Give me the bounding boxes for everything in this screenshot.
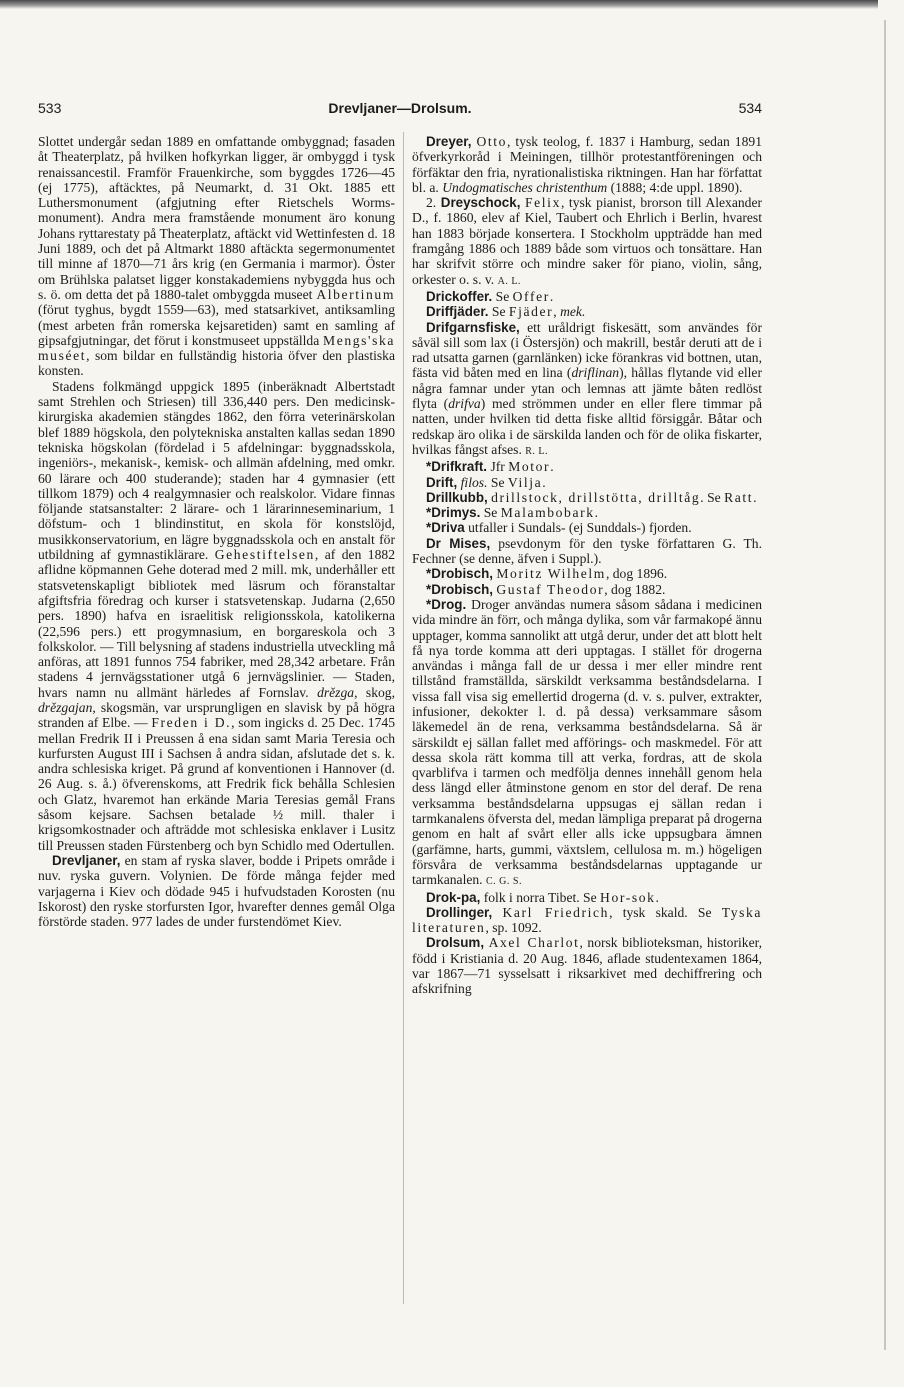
left-column bbox=[38, 134, 395, 929]
entry-drifkraft: *Drifkraft. Jfr Motor. bbox=[426, 459, 554, 475]
entry-drillkubb: Drillkubb, drillstock, drillstötta, drilltåg. Se Ratt. bbox=[426, 489, 757, 505]
entry-drickoffer: Drickoffer. Se Offer. bbox=[426, 288, 554, 304]
headword: Drolsum, bbox=[426, 935, 485, 951]
entry-drolsum: Drolsum, Axel Charlot, norsk biblioteksman, historiker, född i Kristiania d. 20 Aug. 1846, aflade studentexamen 1864, var 1867—71 sysselsatt i riksarkivet med dechiffrering och afskrifning bbox=[412, 935, 762, 997]
entry-drollinger: Drollinger, Karl Friedrich, tysk skald. Se Tyska literaturen, sp. 1092. bbox=[412, 904, 763, 936]
entry-dreyer: Dreyer, Otto, tysk teolog, f. 1837 i Hamburg, sedan 1891 öfverkyrkoråd i Meiningen, tillhör protestantföreningen och förfäktar den fria, nyrationalistiska riktningen. Han har författat bl. a. Undogmatisches christenthum (1888; 4:de uppl. 1890). bbox=[412, 134, 762, 195]
entry-drifgarnsfiske: Drifgarnsfiske, ett uråldrigt fiskesätt, som användes för såväl sill som lax (i Östersjön) och makrill, består deruti att de i rad utsatta garnen (garnlänken) icke förankras vid bottnen, utan, fästa vid båten med en lina (driflinan), hållas flytande vid eller några famnar under ytan och lemnas att jämte båten redlöst flyta (drifva) med strömmen under en eller flere timmar på natten, under hvilken tid detta fiske alltid försiggår. Båtar och redskap äro olika i de särskilda landen och för de olika fiskarter, hvilkas fångst afses. R. L. bbox=[412, 319, 762, 457]
headword: Drifgarnsfiske, bbox=[426, 319, 520, 335]
entry-drimys: *Drimys. Se Malambobark. bbox=[426, 505, 599, 521]
top-border bbox=[0, 0, 878, 9]
headword: *Drimys. bbox=[426, 505, 481, 521]
entry-drevljaner: Drevljaner, en stam af ryska slaver, bodde i Pripets område i nuv. ryska guvern. Volynien. De förde många fejder med varjagerna i Kiev och dödade 945 i hufvudstaden Korosten (nu Iskorost) den ryske storfursten Igor, hvarefter dennes gemål Olga förstörde staden. 977 lades de under furstendömet Kiev. bbox=[38, 852, 395, 930]
headword: Dreyer, bbox=[426, 134, 472, 149]
author-signature: R. L. bbox=[525, 445, 549, 457]
headword: Drift, bbox=[426, 474, 458, 490]
entry-dreyschock: 2. Dreyschock, Felix, tysk pianist, brorson till Alexander D., f. 1860, elev af Kiel, Taubert och Ehrlich i Berlin, hvarest han 1883 började konsertera. I Stockholm uppträdde han med framgång 1886 och 1889 både som virtuos och tonsättare. Han har skrifvit större och mindre saker för piano, violin, sång, orkester o. s. v. A. L. bbox=[412, 195, 763, 287]
page-number-right: 534 bbox=[738, 100, 762, 116]
entry-driva: *Driva utfaller i Sundals- (ej Sunddals-) fjorden. bbox=[426, 520, 692, 536]
entry-drift: Drift, filos. Se Vilja. bbox=[426, 474, 546, 490]
page-number-left: 533 bbox=[38, 100, 62, 116]
page-edge bbox=[884, 20, 886, 1350]
headword: Drollinger, bbox=[426, 904, 493, 920]
paragraph-dresden-buildings: Slottet undergår sedan 1889 en omfattande ombyggnad; fasaden åt Theaterplatz, på hvilken hofkyrkan ligger, är ombyggd i tysk renaissancestil. Framför Frauenkirche, som byggdes 1726—45 (ej 1775), aftäcktes, på Neumarkt, d. 31 Okt. 1885 ett Luthersmonument (afgjutning efter Rietschels Worms-monument). Andra mera framstående monument äro konung Johans ryttarestaty på Theaterplatz, aftäckt vid Wettinfesten d. 18 Juni 1889, och det på Altmarkt 1880 aftäckta segermonumentet till minne af 1870—71 års krig (en Germania i marmor). Öster om Brühlska palatset ligger konstakademiens nybyggda hus och s. ö. om detta det på 1880-talet ombyggda museet Albertinum (förut tyghus, bygdt 1559—63), med statsarkivet, antiksamling (mest arbeten från romerska kejsaretiden) samt en samling af gipsafgjutningar, det förut i konstmuseet uppställda Mengs'ska muséet, som bildar en fullständig historia öfver den plastiska konsten. bbox=[38, 134, 395, 379]
running-title: Drevljaner—Drolsum. bbox=[328, 100, 472, 116]
author-signature: C. G. S. bbox=[485, 876, 522, 888]
headword: Dr Mises, bbox=[426, 535, 491, 551]
column-divider bbox=[403, 132, 404, 1304]
headword: *Drobisch, bbox=[426, 566, 493, 582]
right-column bbox=[412, 134, 762, 997]
headword: Dreyschock, bbox=[440, 195, 521, 211]
headword: Drevljaner, bbox=[52, 852, 121, 868]
entry-dr-mises: Dr Mises, psevdonym för den tyske författaren G. Th. Fechner (se denne, äfven i Suppl.). bbox=[412, 535, 762, 567]
headword: Drickoffer. bbox=[426, 288, 493, 304]
entry-drobisch-gustaf: *Drobisch, Gustaf Theodor, dog 1882. bbox=[426, 581, 666, 597]
entry-drok-pa: Drok-pa, folk i norra Tibet. Se Hor-sok. bbox=[426, 889, 659, 905]
entry-drog: *Drog. Droger användas numera såsom sådana i medicinen vida mindre än förr, och många dylika, som vår farmakopé ännu upptager, komma sannolikt att utgå derur, under det att blott helt få nya torde komma att deri upptagas. I stället för drogerna användas i många fall de ur dessa i mer eller mindre rent tillstånd framställda, särskildt verksamma beståndsdelarna. I vissa fall visa sig emellertid drogerna (d. v. s. pulver, extrakter, infusioner, dekokter l. d. på dessa) verksammare såsom läkemedel än de rena, verksamma beståndsdelarna. Så är särskildt ej sällan fallet med afförings- och maskmedel. För att dessa skola rätt komma till att verka, fordras, att de skola qvarblifva i tarmen och medfölja dennes innehåll genom hela dess längd eller åtminstone genom en stor del deraf. De rena verksamma beståndsdelarna uppsugas ej sällan redan i tarmkanalens öfversta del, medan lämpliga preparat på drogerna genom en halt af svårt eller alls icke uppsugbara ämnen (garfämne, harts, gummi, växtslem, cellulosa m. m.) högeligen försvåra de verksamma beståndsdelarnas upptagande ur tarmkanalen. C. G. S. bbox=[412, 596, 763, 888]
entry-driffjader: Driffjäder. Se Fjäder, mek. bbox=[426, 304, 586, 320]
author-signature: A. L. bbox=[497, 275, 521, 287]
paragraph-dresden-population: Stadens folkmängd uppgick 1895 (inberäknadt Albertstadt samt Strehlen och Striesen) till 336,440 pers. Den medicinsk-kirurgiska akademien stängdes 1862, den förra veterinärskolan blef 1889 högskola, den polytekniska anstalten kallas sedan 1890 tekniska högskolan (fördelad i 5 afdelningar: byggnadsskola, ingeniörs-, mekanisk-, kemisk- och allmän afdelning, med omkr. 60 lärare och 400 studerande); staden har 4 gymnasier (ett tillkom 1879) och 4 realgymnasier och realskolor. Vidare finnas följande statsanstalter: 2 lärare- och 1 lärarinneseminarium, 1 döfstum- och 1 blindinstitut, en skola för konstslöjd, musikkonservatorium, en lägre byggnadsskola och en anstalt för utbildning af gymnastiklärare. Gehestiftelsen, af den 1882 aflidne köpmannen Gehe doterad med 2 mill. mk, underhåller ett statsvetenskapligt bibliotek med läsrum och föranstaltar afgiftsfria föredrag och kurser i statsvetenskap. Judarna (2,650 pers. 1890) hafva en israelitisk religionsskola, katolikerna (22,596 pers.) ett progymnasium, en borgareskola och 3 folkskolor. — Till belysning af stadens industriella utveckling må anföras, att 1891 funnos 754 fabriker, med 28,342 arbetare. Från stadens 4 jernvägsstationer utgå 6 jernvägslinier. — Staden, hvars namn nu allmänt härledes af Fornslav. drězga, skog, drězgajan, skogsmän, var ursprungligen en slavisk by på högra stranden af Elbe. — Freden i D., som ingicks d. 25 Dec. 1745 mellan Fredrik II i Preussen å ena sidan samt Maria Teresia och kurfursten August III i Sachsen å andra sidan, afslutade det s. k. andra schlesiska kriget. På grund af konventionen i Hannover (d. 26 Aug. s. å.) öfverenskoms, att Fredrik fick behålla Schlesien och Glatz, hvaremot han erkände Maria Teresias gemål Frans såsom kejsare. Sachsen betalade ½ mill. thaler i krigsomkostnader och afträdde mot schlesiska enklaver i Lusitz till Preussen staden Fürstenberg och byn Schidlo med Odertullen. bbox=[38, 378, 395, 853]
headword: Driffjäder. bbox=[426, 304, 489, 320]
headword: *Drifkraft. bbox=[426, 459, 488, 475]
headword: *Drobisch, bbox=[426, 581, 493, 597]
entry-drobisch-moritz: *Drobisch, Moritz Wilhelm, dog 1896. bbox=[426, 566, 668, 582]
headword: Drok-pa, bbox=[426, 889, 481, 905]
headword: Drillkubb, bbox=[426, 489, 488, 505]
page-header bbox=[38, 100, 762, 122]
headword: *Drog. bbox=[426, 596, 467, 612]
headword: *Driva bbox=[426, 520, 465, 536]
